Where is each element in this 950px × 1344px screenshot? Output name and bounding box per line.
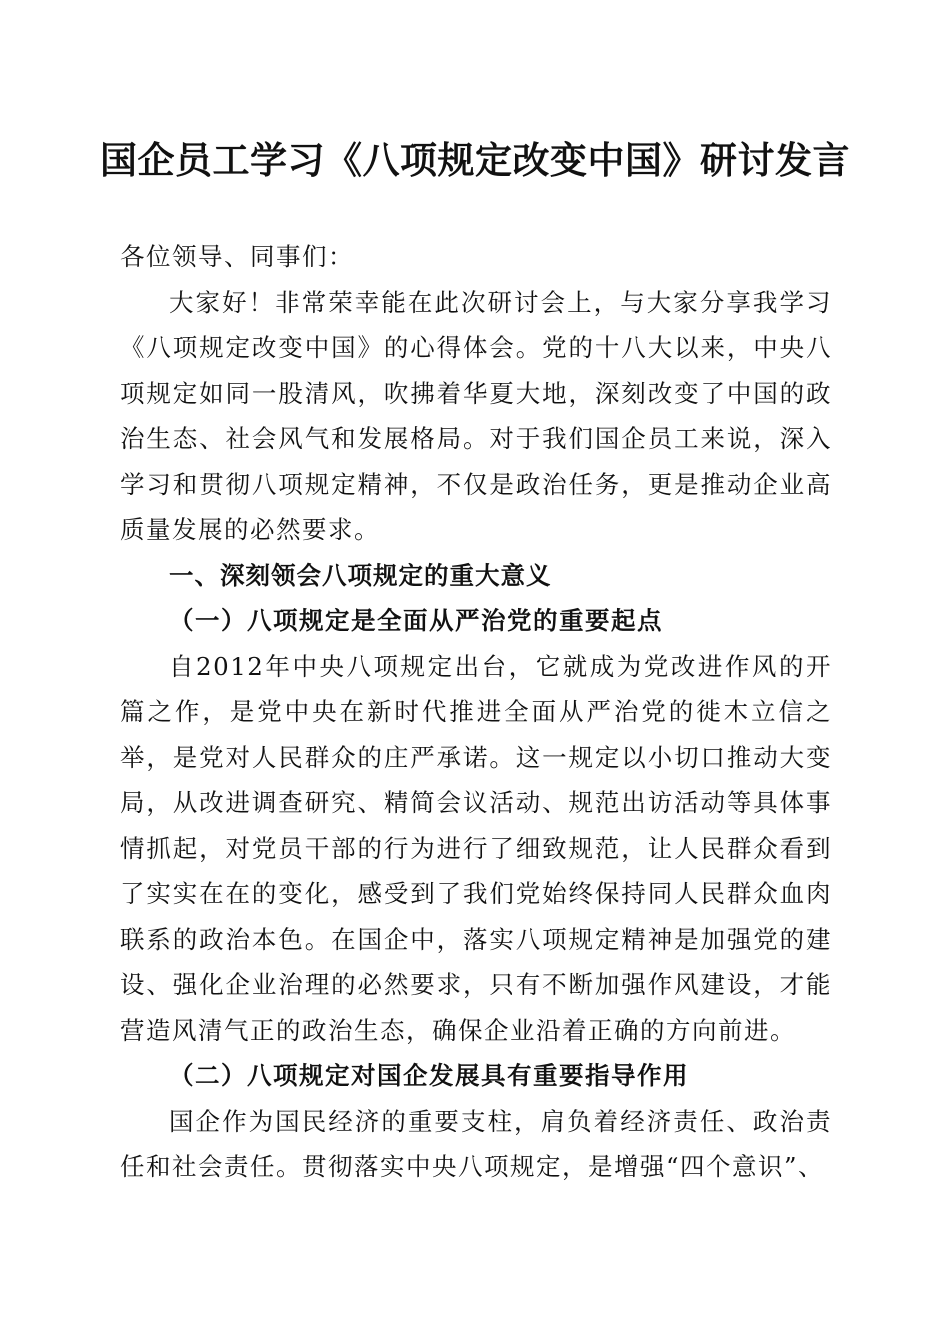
subsection-1-paragraph: 自2012年中央八项规定出台，它就成为党改进作风的开篇之作，是党中央在新时代推进全面从严治党的徙木立信之举，是党对人民群众的庄严承诺。这一规定以小切口推动大变局，从改进调查研究、精简会议活动、规范出访活动等具体事情抓起，对党员干部的行为进行了细致规范，让人民群众看到了实实在在的变化，感受到了我们党始终保持同人民群众血肉联系的政治本色。在国企中，落实八项规定精神是加强党的建设、强化企业治理的必然要求，只有不断加强作风建设，才能营造风清气正的政治生态，确保企业沿着正确的方向前进。	[120, 651, 832, 1045]
subsection-heading-1: （一）八项规定是全面从严治党的重要起点	[169, 606, 663, 635]
document-title: 国企员工学习《八项规定改变中国》研讨发言	[100, 138, 850, 182]
section-heading-1: 一、深刻领会八项规定的重大意义	[169, 560, 552, 590]
salutation: 各位领导、同事们：	[120, 242, 354, 271]
subsection-2-paragraph: 国企作为国民经济的重要支柱，肩负着经济责任、政治责任和社会责任。贯彻落实中央八项规定，是增强“四个意识”、	[120, 1106, 832, 1181]
intro-paragraph: 大家好！非常荣幸能在此次研讨会上，与大家分享我学习《八项规定改变中国》的心得体会。党的十八大以来，中央八项规定如同一股清风，吹拂着华夏大地，深刻改变了中国的政治生态、社会风气和发展格局。对于我们国企员工来说，深入学习和贯彻八项规定精神，不仅是政治任务，更是推动企业高质量发展的必然要求。	[120, 287, 832, 544]
subsection-heading-2: （二）八项规定对国企发展具有重要指导作用	[169, 1061, 689, 1090]
document-body	[120, 234, 832, 1190]
